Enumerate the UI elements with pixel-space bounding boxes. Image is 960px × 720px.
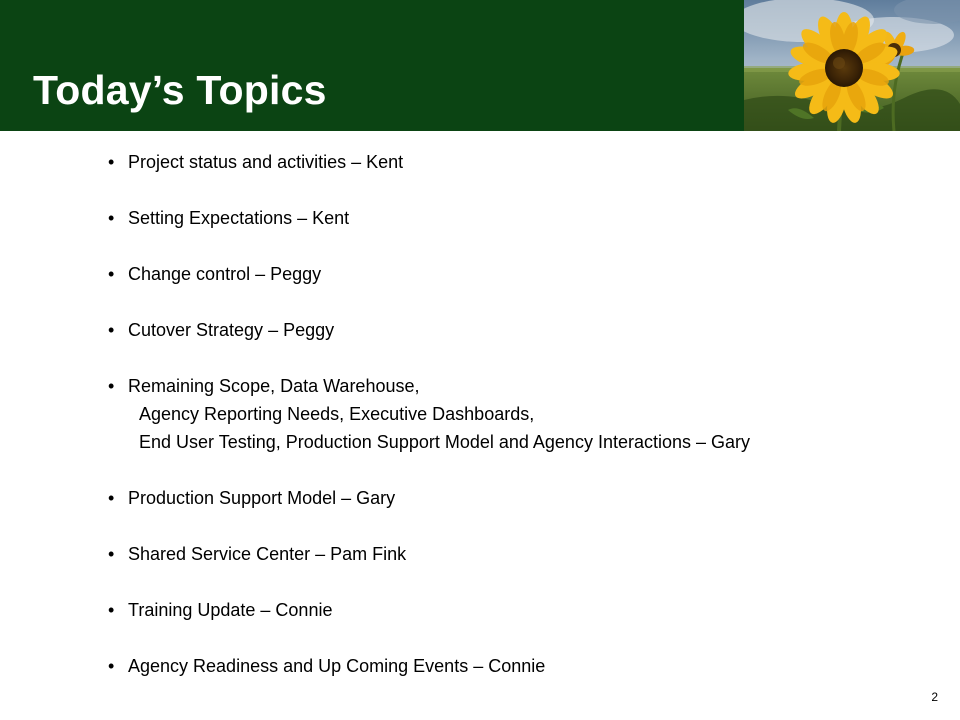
topic-item [108, 316, 908, 344]
topic-item [108, 484, 908, 512]
topic-text: Setting Expectations – Kent [128, 208, 350, 228]
bullet-dot-icon: • [108, 488, 115, 508]
bullet-dot-icon: • [108, 656, 115, 676]
topic-text: Production Support Model – Gary [128, 488, 396, 508]
topic-item [108, 596, 908, 624]
topic-text: Shared Service Center – Pam Fink [128, 544, 407, 564]
bullet-dot-icon: • [108, 320, 115, 340]
topic-item [108, 204, 908, 232]
topic-item [108, 260, 908, 288]
topic-item [108, 652, 908, 680]
topic-text: Training Update – Connie [128, 600, 333, 620]
bullet-dot-icon: • [108, 208, 115, 228]
bullet-dot-icon: • [108, 376, 115, 396]
topics-list [108, 148, 908, 680]
topic-text: Agency Readiness and Up Coming Events – Connie [128, 656, 546, 676]
slide-title: Today’s Topics [33, 67, 327, 113]
topic-text: Cutover Strategy – Peggy [128, 320, 335, 340]
topic-text: Project status and activities – Kent [128, 152, 404, 172]
topic-text: Change control – Peggy [128, 264, 322, 284]
topic-item [108, 148, 908, 176]
bullet-dot-icon: • [108, 152, 115, 172]
bullet-dot-icon: • [108, 544, 115, 564]
bullet-dot-icon: • [108, 264, 115, 284]
topic-item [108, 540, 908, 568]
bullet-dot-icon: • [108, 600, 115, 620]
topic-text: Remaining Scope, Data Warehouse, [128, 376, 420, 396]
sunflower-field-photo [744, 0, 960, 131]
topic-text-continuation: End User Testing, Production Support Model and Agency Interactions – Gary [139, 432, 751, 452]
topic-text-continuation: Agency Reporting Needs, Executive Dashboards, [139, 404, 535, 424]
topic-item [108, 372, 908, 456]
page-number: 2 [931, 690, 938, 704]
